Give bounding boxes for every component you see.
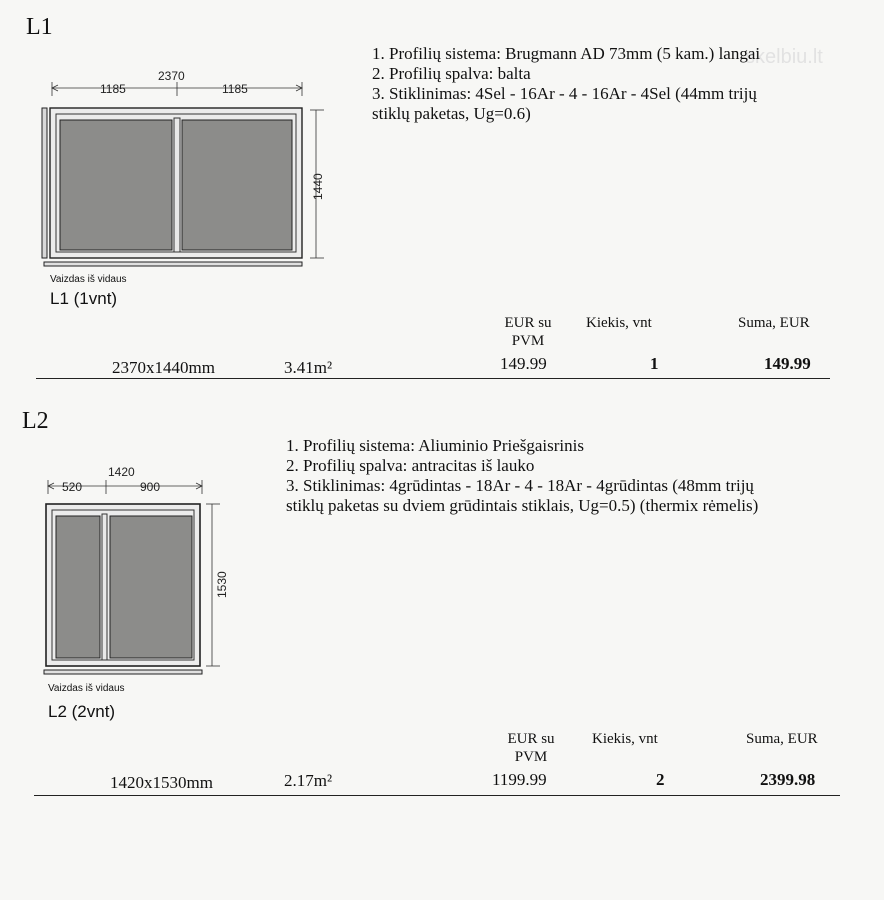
dimension-right: 1185 xyxy=(222,82,248,96)
row-divider xyxy=(34,795,840,796)
sum-value: 149.99 xyxy=(764,354,811,373)
spec-list xyxy=(372,44,872,124)
spec-line: 1. Profilių sistema: Aliuminio Priešgaisrinis xyxy=(286,436,584,455)
dimension-left: 1185 xyxy=(100,82,126,96)
window-label: L1 (1vnt) xyxy=(50,289,118,308)
area-value: 3.41m² xyxy=(284,358,333,377)
area-value: 2.17m² xyxy=(284,771,333,790)
dimension-total: 1420 xyxy=(108,465,135,479)
price-value: 149.99 xyxy=(500,354,547,373)
window-frame xyxy=(42,108,302,266)
column-header-sum: Suma, EUR xyxy=(738,315,810,331)
spec-line: 3. Stiklinimas: 4Sel - 16Ar - 4 - 16Ar - 4Sel (44mm trijų xyxy=(372,84,757,103)
dimension-total: 2370 xyxy=(158,69,185,83)
qty-value: 2 xyxy=(656,770,665,789)
window-label: L2 (2vnt) xyxy=(48,702,116,721)
window-drawing-l1 xyxy=(40,68,340,273)
size-value: 2370x1440mm xyxy=(112,358,215,377)
view-caption: Vaizdas iš vidaus xyxy=(50,274,127,285)
sum-value: 2399.98 xyxy=(760,770,816,789)
dimension-height: 1530 xyxy=(215,571,229,598)
spec-line: 3. Stiklinimas: 4grūdintas - 18Ar - 4 - 18Ar - 4grūdintas (48mm trijų xyxy=(286,476,754,495)
dimension-height: 1440 xyxy=(311,173,325,200)
spec-line: 1. Profilių sistema: Brugmann AD 73mm (5 kam.) langai xyxy=(372,44,761,63)
column-header-price: EUR su PVM xyxy=(504,315,552,349)
dimension-right: 900 xyxy=(140,480,161,494)
row-divider xyxy=(36,378,830,379)
window-frame xyxy=(44,504,202,674)
view-caption: Vaizdas iš vidaus xyxy=(48,683,125,694)
dimension-line xyxy=(52,82,302,96)
window-drawing-l2 xyxy=(40,460,240,685)
spec-list xyxy=(286,436,878,516)
watermark: skelbiu.lt xyxy=(745,46,823,68)
price-value: 1199.99 xyxy=(492,770,547,789)
dimension-left: 520 xyxy=(62,480,83,494)
spec-line: stiklų paketas, Ug=0.6) xyxy=(372,104,531,123)
column-header-price: EUR su PVM xyxy=(507,731,555,765)
spec-line: 2. Profilių spalva: balta xyxy=(372,64,531,83)
column-header-qty: Kiekis, vnt xyxy=(586,315,652,331)
column-header-sum: Suma, EUR xyxy=(746,731,818,747)
column-header-qty: Kiekis, vnt xyxy=(592,731,658,747)
spec-line: 2. Profilių spalva: antracitas iš lauko xyxy=(286,456,535,475)
qty-value: 1 xyxy=(650,354,659,373)
size-value: 1420x1530mm xyxy=(110,773,213,792)
spec-line: stiklų paketas su dviem grūdintais stiklais, Ug=0.5) (thermix rėmelis) xyxy=(286,496,759,515)
item-heading: L1 xyxy=(26,14,53,40)
item-heading: L2 xyxy=(22,408,49,434)
